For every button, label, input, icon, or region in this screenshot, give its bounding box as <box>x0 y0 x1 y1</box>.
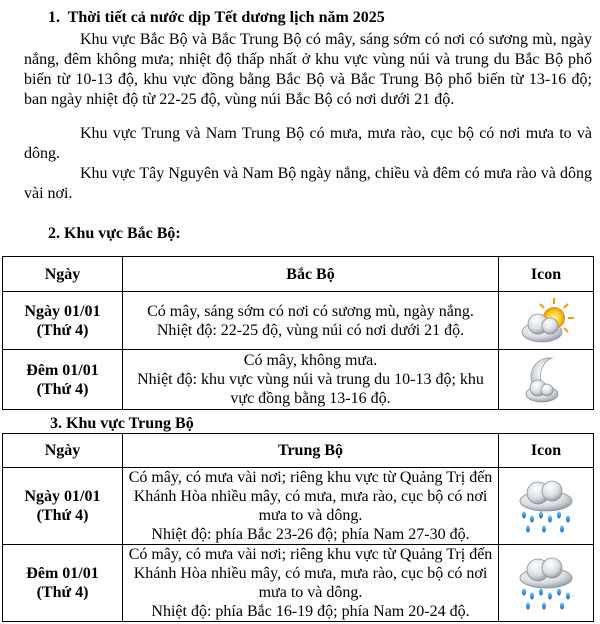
table-row <box>3 468 594 545</box>
paragraph-north: Khu vực Bắc Bộ và Bắc Trung Bộ có mây, sáng sớm có nơi có sương mù, ngày nắng, đêm không mưa; nhiệt độ thấp nhất ở khu vực vùng núi và trung du Bắc Bộ phổ biến từ 10-13 độ, khu vực đồng bằng Bắc Bộ và Bắc Trung Bộ phổ biến từ 13-16 độ; ban ngày nhiệt độ từ 22-25 độ, vùng núi Bắc Bộ có nơi dưới 21 độ. <box>24 31 592 108</box>
rain-cloud-icon <box>514 477 578 535</box>
date-cell: Đêm 01/01 (Thứ 4) <box>3 545 123 622</box>
partly-cloudy-sun-icon <box>516 296 576 346</box>
paragraph-highlands-south: Khu vực Tây Nguyên và Nam Bộ ngày nắng, chiều và đêm có mưa rào và dông vài nơi. <box>24 165 592 202</box>
date-cell: Đêm 01/01 (Thứ 4) <box>3 350 123 410</box>
header-icon: Icon <box>499 434 594 468</box>
heading-1-number: 1. <box>48 9 60 26</box>
header-date: Ngày <box>3 434 123 468</box>
rain-cloud-icon <box>514 554 578 612</box>
date-cell: Ngày 01/01 (Thứ 4) <box>3 468 123 545</box>
forecast-cell: Có mây, không mưa. Nhiệt độ: khu vực vùng núi và trung du 10-13 độ; khu vực đồng bằng 13-16 độ. <box>123 350 499 410</box>
table-row <box>3 292 594 350</box>
icon-cell <box>499 292 594 350</box>
forecast-cell: Có mây, sáng sớm có nơi có sương mù, ngày nắng. Nhiệt độ: 22-25 độ, vùng núi có nơi dưới 21 độ. <box>123 292 499 350</box>
table-row <box>3 350 594 410</box>
icon-cell <box>499 468 594 545</box>
forecast-cell: Có mây, có mưa vài nơi; riêng khu vực từ Quảng Trị đến Khánh Hòa nhiều mây, có mưa, mưa rào, cục bộ có nơi mưa to và dông. Nhiệt độ: phía Bắc 23-26 độ; phía Nam 27-30 độ. <box>123 468 499 545</box>
heading-1 <box>48 8 385 28</box>
header-date: Ngày <box>3 257 123 292</box>
table-north <box>2 256 594 410</box>
heading-2: 2. Khu vực Bắc Bộ: <box>48 225 181 242</box>
heading-3: 3. Khu vực Trung Bộ <box>50 415 194 432</box>
header-icon: Icon <box>499 257 594 292</box>
header-region: Bắc Bộ <box>123 257 499 292</box>
icon-cell <box>499 545 594 622</box>
table-row <box>3 545 594 622</box>
header-region: Trung Bộ <box>123 434 499 468</box>
paragraph-central-south: Khu vực Trung và Nam Trung Bộ có mưa, mưa rào, cục bộ có nơi mưa to và dông. <box>24 125 592 162</box>
table-header-row <box>3 257 594 292</box>
date-cell: Ngày 01/01 (Thứ 4) <box>3 292 123 350</box>
table-header-row <box>3 434 594 468</box>
icon-cell <box>499 350 594 410</box>
forecast-cell: Có mây, có mưa vài nơi; riêng khu vực từ Quảng Trị đến Khánh Hòa nhiều mây, có mưa, mưa rào, cục bộ có nơi mưa to và dông. Nhiệt độ: phía Bắc 16-19 độ; phía Nam 20-24 độ. <box>123 545 499 622</box>
table-central <box>2 433 594 622</box>
heading-1-text: Thời tiết cả nước dịp Tết dương lịch năm 2025 <box>67 9 385 26</box>
cloudy-moon-icon <box>516 354 576 406</box>
